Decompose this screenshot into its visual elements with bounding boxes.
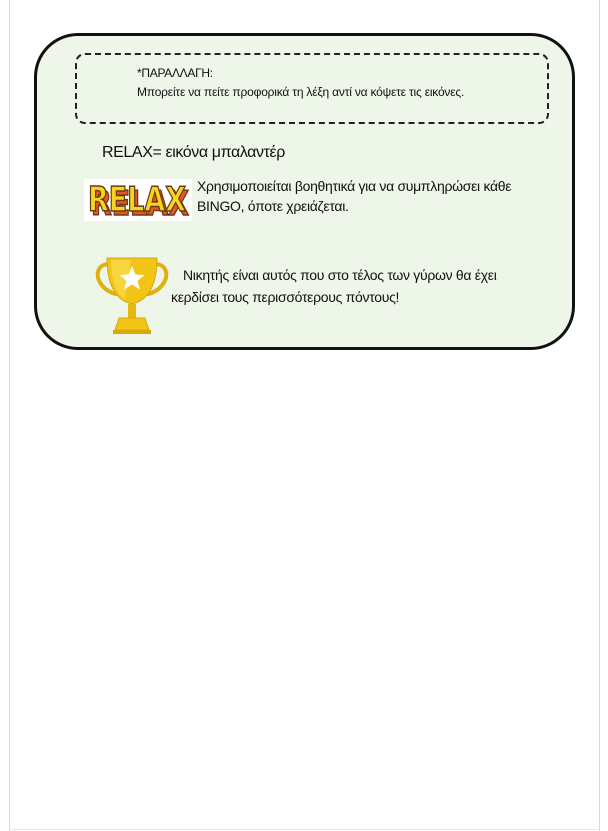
relax-heading: RELAX= εικόνα μπαλαντέρ bbox=[102, 144, 285, 161]
trophy-icon bbox=[95, 254, 169, 336]
winner-rule-text: Νικητής είναι αυτός που στο τέλος των γύρων θα έχει κερδίσει τους περισσότερους πόντους! bbox=[171, 267, 497, 305]
page-edge-bottom bbox=[9, 829, 600, 830]
variation-note-text: Μπορείτε να πείτε προφορικά τη λέξη αντί να κόψετε τις εικόνες. bbox=[137, 85, 465, 99]
relax-description: Χρησιμοποιείται βοηθητικά για να συμπληρώσει κάθε BINGO, όποτε χρειάζεται. bbox=[197, 178, 512, 214]
rules-card bbox=[34, 33, 575, 350]
svg-text:RELAX: RELAX bbox=[91, 184, 189, 221]
page-edge-left bbox=[9, 0, 10, 831]
relax-logo bbox=[84, 179, 192, 221]
variation-note-title: *ΠΑΡΑΛΛΑΓΗ: bbox=[137, 66, 213, 80]
page-edge-right bbox=[599, 0, 600, 831]
svg-text:RELAX: RELAX bbox=[88, 180, 186, 220]
